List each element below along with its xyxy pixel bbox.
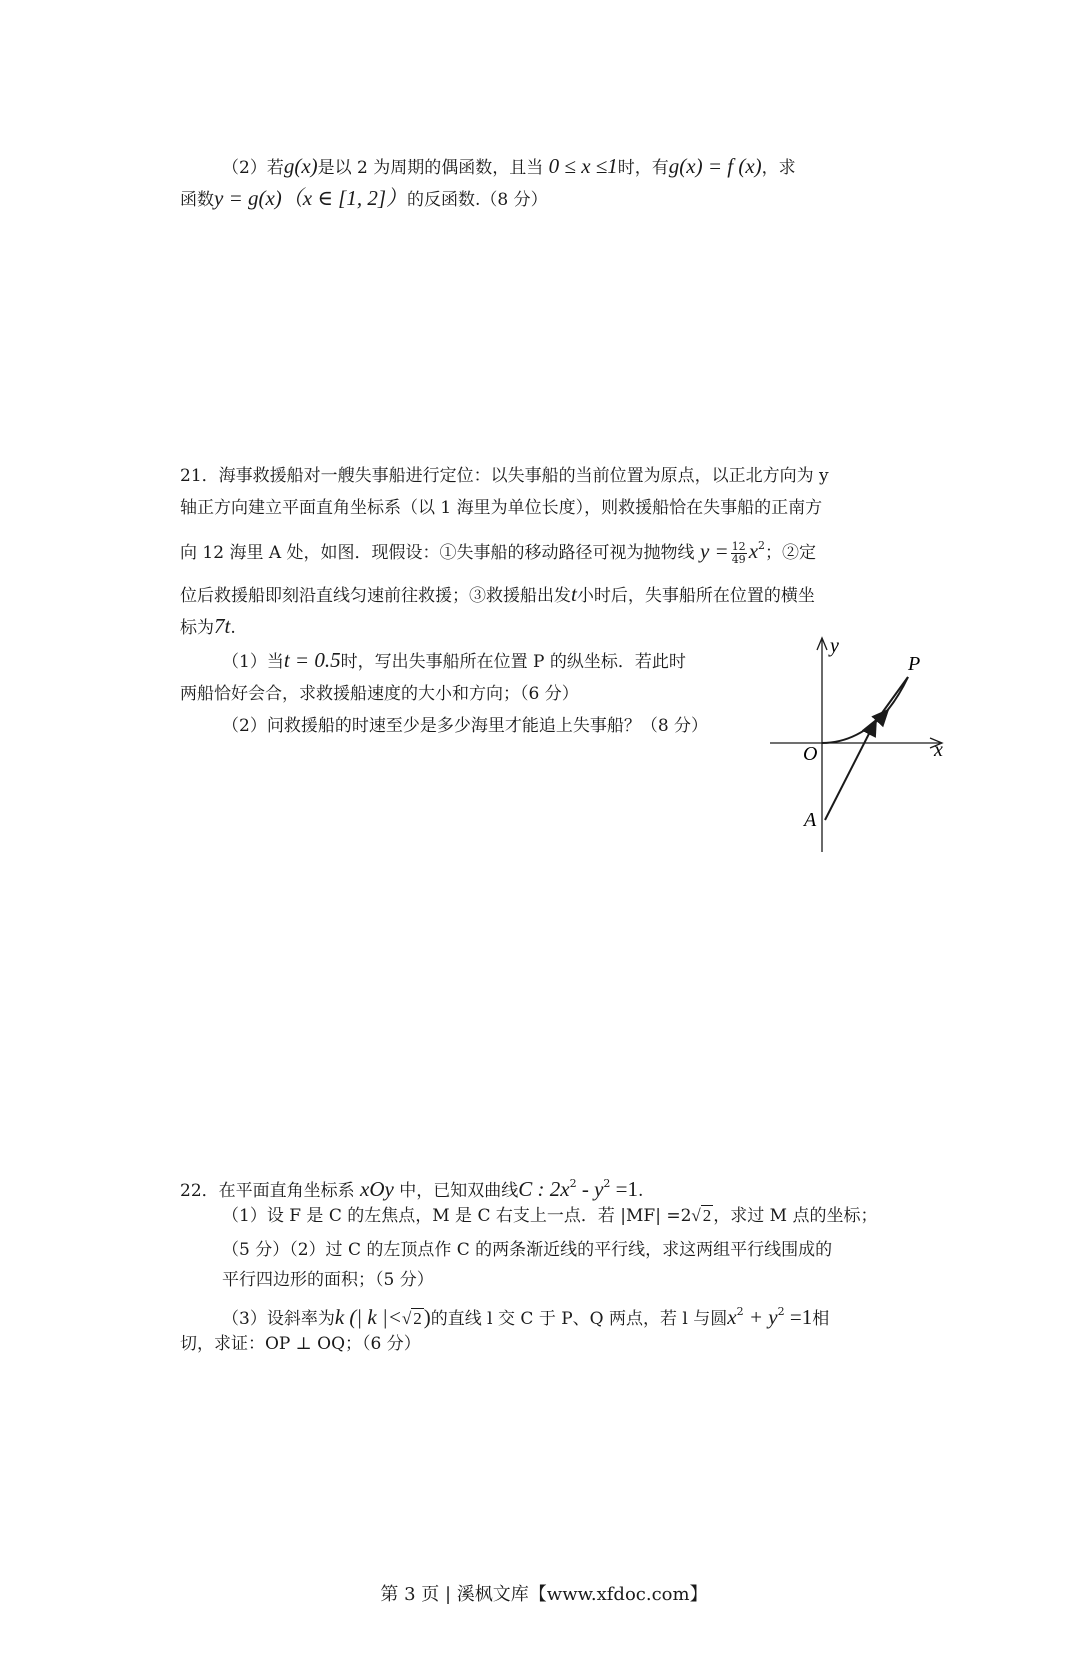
text: . — [638, 1181, 644, 1201]
text: 标为 — [180, 618, 214, 638]
q21-line1: 21．海事救援船对一艘失事船进行定位：以失事船的当前位置为原点，以正北方向为 y — [180, 466, 829, 486]
text: （1）当 — [222, 652, 284, 672]
exponent: 2 — [758, 539, 766, 552]
q22-part2-line2: 平行四边形的面积；（5 分） — [222, 1270, 434, 1290]
coordinate-figure — [768, 630, 968, 860]
q21-line3 — [180, 532, 816, 567]
rescue-path-continuation — [874, 677, 908, 724]
math: 7t — [214, 614, 231, 638]
sqrt: √ 2 — [401, 1309, 422, 1328]
text: 22．在平面直角坐标系 — [180, 1181, 355, 1201]
text: ，求 — [761, 158, 796, 178]
q20-part2-line2 — [180, 184, 548, 214]
q21-line4 — [180, 580, 815, 610]
q21-part1-line1 — [222, 646, 686, 676]
text: 时，写出失事船所在位置 P 的纵坐标．若此时 — [340, 652, 686, 672]
math: x — [727, 1305, 737, 1329]
math: ) — [423, 1305, 431, 1329]
label-p: P — [908, 653, 921, 675]
label-a: A — [804, 809, 817, 831]
text: ；②定 — [765, 543, 817, 563]
text: 小时后，失事船所在位置的横坐 — [576, 586, 815, 606]
q21-line2: 轴正方向建立平面直角坐标系（以 1 海里为单位长度），则救援船恰在失事船的正南方 — [180, 498, 823, 518]
text: （2）若 — [222, 158, 284, 178]
math: k (| k |< — [334, 1305, 402, 1329]
math: =1 — [784, 1305, 813, 1329]
math: C : 2x — [518, 1177, 570, 1201]
label-y: y — [830, 635, 839, 657]
fraction: $\frac{12}{49}$ — [731, 540, 746, 566]
exponent: 2 — [777, 1305, 785, 1318]
page-footer: 第 3 页 | 溪枫文库【www.xfdoc.com】 — [380, 1584, 708, 1605]
q20-part2-line1 — [222, 152, 796, 182]
text: 中，已知双曲线 — [399, 1181, 519, 1201]
text: 时，有 — [617, 158, 669, 178]
text: 向 12 海里 A 处，如图．现假设：①失事船的移动路径可视为抛物线 — [180, 543, 695, 563]
math: t — [571, 582, 577, 606]
text: （3）设斜率为 — [222, 1309, 335, 1329]
math: 0 ≤ x ≤1 — [548, 154, 618, 178]
q21-line5 — [180, 612, 236, 642]
q21-part1-line2: 两船恰好会合，求救援船速度的大小和方向；（6 分） — [180, 684, 579, 704]
label-x: x — [934, 739, 943, 761]
q22-part1-line1 — [222, 1202, 877, 1230]
math: =1 — [610, 1177, 639, 1201]
math: x — [748, 539, 759, 563]
q21-part2: （2）问救援船的时速至少是多少海里才能追上失事船？（8 分） — [222, 716, 709, 736]
text: ，求过 M 点的坐标； — [713, 1206, 878, 1226]
q22-part3-line2: 切，求证：OP ⊥ OQ；（6 分） — [180, 1334, 421, 1354]
math: t = 0.5 — [283, 648, 341, 672]
rescue-path — [825, 720, 876, 820]
math: y = g(x)（x ∈ [1, 2]） — [214, 186, 408, 210]
q22-line1 — [180, 1170, 643, 1205]
text: 的直线 l 交 C 于 P、Q 两点，若 l 与圆 — [430, 1309, 728, 1329]
text: （1）设 F 是 C 的左焦点，M 是 C 右支上一点．若 |MF| =2 — [222, 1206, 692, 1226]
sqrt: √ 2 — [691, 1206, 712, 1225]
math: y = — [699, 539, 729, 563]
parabola-path — [822, 710, 888, 743]
exponent: 2 — [569, 1177, 577, 1190]
exponent: 2 — [603, 1177, 611, 1190]
math: - y — [576, 1177, 604, 1201]
math: xOy — [360, 1177, 394, 1201]
q22-part2-line1: （5 分）（2）过 C 的左顶点作 C 的两条渐近线的平行线，求这两组平行线围成的 — [222, 1240, 833, 1260]
label-o: O — [803, 743, 818, 765]
text: 的反函数.（8 分） — [407, 190, 548, 210]
text: 函数 — [180, 190, 214, 210]
exponent: 2 — [736, 1305, 744, 1318]
math: g(x) = f (x) — [668, 154, 762, 178]
q22-part3-line1 — [222, 1298, 829, 1333]
math: + y — [743, 1305, 778, 1329]
text: . — [230, 618, 236, 638]
text: 相 — [812, 1309, 830, 1329]
math: g(x) — [283, 154, 318, 178]
text: 位后救援船即刻沿直线匀速前往救援；③救援船出发 — [180, 586, 571, 606]
text: 是以 2 为周期的偶函数，且当 — [317, 158, 544, 178]
